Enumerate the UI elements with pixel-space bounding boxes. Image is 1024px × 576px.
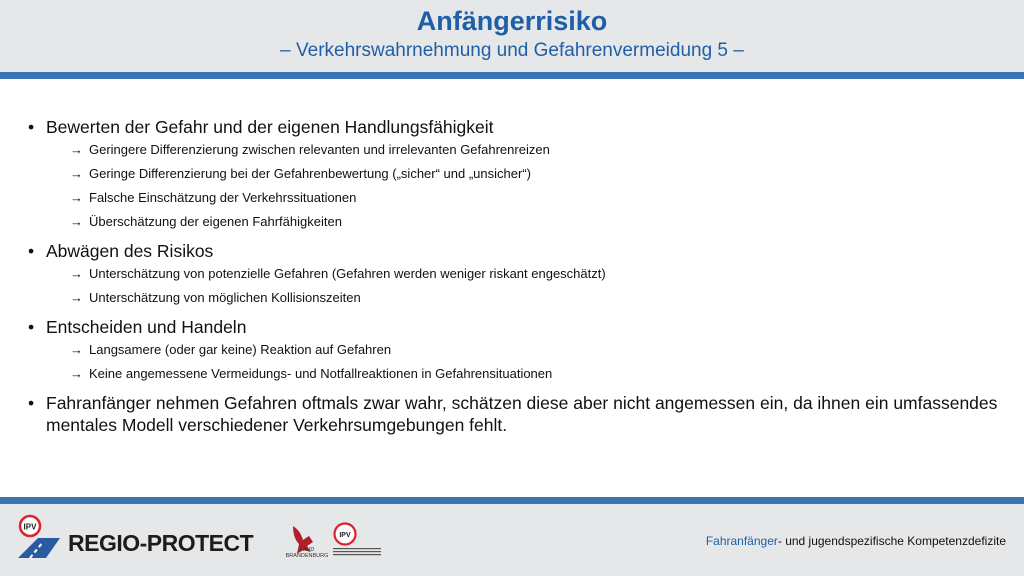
road-icon: [16, 514, 64, 560]
sub-item-text: Geringe Differenzierung bei der Gefahrenbewertung („sicher“ und „unsicher“): [89, 166, 531, 181]
footer-caption-rest: - und jugendspezifische Kompetenzdefizite: [777, 534, 1006, 548]
ipv-logo-icon: [333, 522, 357, 546]
state-logo-line2: BRANDENBURG: [285, 553, 329, 559]
header-divider: [0, 72, 1024, 79]
bullet-heading: • Bewerten der Gefahr und der eigenen Handlungsfähigkeit: [28, 116, 998, 138]
arrow-right-icon: →: [70, 366, 83, 381]
ipv-badge-text: IPV: [23, 522, 37, 532]
summary-bullet: • Fahranfänger nehmen Gefahren oftmals zwar wahr, schätzen diese aber nicht angemessen ein, da ihnen ein umfassendes mentales Modell verschiedener Verkehrsumgebungen fehlt.: [28, 392, 998, 436]
regio-protect-logo: [16, 514, 266, 564]
sub-item: [28, 342, 998, 358]
sub-item-text: Keine angemessene Vermeidungs- und Notfallreaktionen in Gefahrensituationen: [89, 366, 553, 381]
state-logo-line1: LAND: [299, 547, 315, 553]
logo-text: REGIO-PROTECT: [68, 530, 254, 556]
sub-item: [28, 266, 998, 282]
arrow-right-icon: →: [70, 142, 83, 157]
slide-subtitle: – Verkehrswahrnehmung und Gefahrenvermeidung 5 –: [280, 40, 744, 61]
sub-item: [28, 190, 998, 206]
ipv-logo-text: IPV: [339, 532, 351, 539]
sub-item: [28, 214, 998, 230]
sub-list: [28, 266, 998, 306]
arrow-right-icon: →: [70, 342, 83, 357]
sub-item: [28, 366, 998, 382]
sub-item-text: Unterschätzung von potenzielle Gefahren (Gefahren werden weniger riskant engeschätzt): [89, 266, 606, 281]
sub-list: [28, 142, 998, 230]
slide-content: [28, 116, 998, 436]
sub-item-text: Überschätzung der eigenen Fahrfähigkeiten: [89, 214, 342, 229]
ipv-logo-lines: [333, 548, 383, 556]
sub-item-text: Geringere Differenzierung zwischen relevanten und irrelevanten Gefahrenreizen: [89, 142, 550, 157]
bullet-heading: • Abwägen des Risikos: [28, 240, 998, 262]
sub-item-text: Unterschätzung von möglichen Kollisionszeiten: [89, 290, 361, 305]
slide-title: Anfängerrisiko: [416, 6, 608, 36]
arrow-right-icon: →: [70, 214, 83, 229]
sub-item: [28, 166, 998, 182]
state-logo-caption: [283, 547, 331, 559]
arrow-right-icon: →: [70, 266, 83, 281]
sub-list: [28, 342, 998, 382]
sub-item-text: Falsche Einschätzung der Verkehrssituationen: [89, 190, 357, 205]
sub-item: [28, 142, 998, 158]
sub-item: [28, 290, 998, 306]
footer-caption-highlight: Fahranfänger: [705, 534, 778, 548]
arrow-right-icon: →: [70, 290, 83, 305]
arrow-right-icon: →: [70, 190, 83, 205]
bullet-heading: • Entscheiden und Handeln: [28, 316, 998, 338]
arrow-right-icon: →: [70, 166, 83, 181]
footer-caption: [706, 534, 1006, 548]
slide-header: [0, 0, 1024, 72]
sub-item-text: Langsamere (oder gar keine) Reaktion auf Gefahren: [89, 342, 392, 357]
footer-divider: [0, 497, 1024, 504]
